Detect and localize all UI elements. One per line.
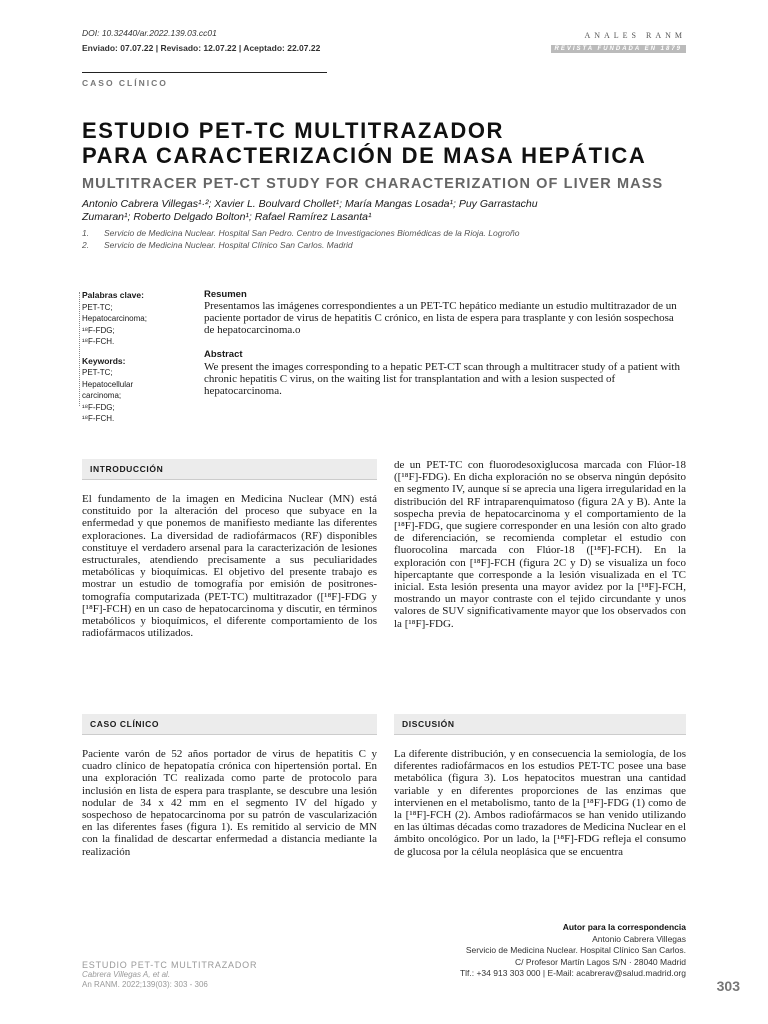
discussion-rule — [394, 734, 686, 735]
author-list — [82, 198, 642, 224]
affiliation-2: 2. Servicio de Medicina Nuclear. Hospital Clínico San Carlos. Madrid — [82, 240, 353, 250]
section-label: CASO CLÍNICO — [82, 78, 168, 88]
footer-title: ESTUDIO PET-TC MULTITRAZADOR — [82, 960, 258, 970]
case-paragraph: Paciente varón de 52 años portador de virus de hepatitis C y cuadro clínico de hepatopatía crónica con hipertensión portal. En una exploración TC realizada como parte de protocolo para inclusión en lista de espera para trasplante, se descubre una lesión nodular de 34 x 42 mm en el segmento IV del hígado y sospechoso de hepatocarcinoma por su patrón de vascularización en las diferentes fases (figura 1). Es remitido al servicio de MN con la finalidad de descartar enfermedad a distancia mediante la realización — [82, 748, 377, 858]
article-title-line1: ESTUDIO PET-TC MULTITRAZADOR — [82, 118, 505, 143]
article-title-line2: PARA CARACTERIZACIÓN DE MASA HEPÁTICA — [82, 143, 647, 168]
article-subtitle: MULTITRACER PET-CT STUDY FOR CHARACTERIZATION OF LIVER MASS — [82, 176, 664, 192]
keyword-item: Hepatocarcinoma; — [82, 314, 147, 323]
keyword-item: PET-TC; — [82, 368, 113, 377]
correspondence-block — [460, 922, 686, 980]
article-title — [82, 118, 646, 168]
discussion-paragraph: La diferente distribución, y en consecuencia la semiología, de los diferentes radiofármacos en los estudios PET-TC posee una base metabólica (figura 3). Los hepatocitos muestran una cantidad variable y en diferentes proporciones de las enzimas que intervienen en el metabolismo, tanto de la [¹⁸F]-FDG (1) como de la [¹⁸F]-FCH (2). Ambos radiofármacos se han venido utilizando en las últimas décadas como trazadores de Medicina Nuclear en el ámbito oncológico. Por un lado, la [¹⁸F]-FDG refleja el consumo de glucosa por la célula neoplásica que se encuentra — [394, 748, 686, 858]
keywords-divider — [79, 292, 80, 406]
keyword-item: ¹⁸F-FDG; — [82, 325, 115, 335]
keyword-item: ¹⁸F-FDG; — [82, 402, 115, 412]
footer-reference: An RANM. 2022;139(03): 303 - 306 — [82, 980, 208, 989]
affiliation-1: 1. Servicio de Medicina Nuclear. Hospital San Pedro. Centro de Investigaciones Biomédicas de la Rioja. Logroño — [82, 228, 520, 238]
journal-founded: REVISTA FUNDADA EN 1879 — [551, 45, 686, 53]
authors-line1: Antonio Cabrera Villegas¹·²; Xavier L. Boulvard Chollet¹; María Mangas Losada¹; Puy Garrastachu — [82, 198, 538, 210]
discussion-heading: DISCUSIÓN — [394, 714, 686, 734]
keyword-item: carcinoma; — [82, 391, 122, 400]
correspondence-address: C/ Profesor Martín Lagos S/N · 28040 Madrid — [514, 956, 686, 967]
footer-authors: Cabrera Villegas A, et al. — [82, 970, 171, 979]
keywords-es-label: Palabras clave: — [82, 290, 144, 300]
submission-dates: Enviado: 07.07.22 | Revisado: 12.07.22 | Aceptado: 22.07.22 — [82, 43, 321, 53]
correspondence-contact[interactable]: Tlf.: +34 913 303 000 | E-Mail: acabrerav@salud.madrid.org — [459, 968, 686, 978]
keywords-panel — [82, 290, 192, 425]
correspondence-heading: Autor para la correspondencia — [562, 922, 686, 932]
affiliations — [82, 227, 682, 251]
correspondence-dept: Servicio de Medicina Nuclear. Hospital Clínico San Carlos. — [465, 945, 686, 955]
abstract-en-heading: Abstract — [204, 349, 243, 360]
keyword-item: PET-TC; — [82, 302, 113, 312]
case-continuation-paragraph: de un PET-TC con fluorodesoxiglucosa marcada con Flúor-18 ([¹⁸F]-FDG). En dicha exploración no se observa ningún depósito en segmento IV, aunque sí se aprecia una ligera irregularidad en la distribución del RF intraparenquimatoso (figura 2A y B). Ante la sospecha previa de hepatocarcinoma y el comportamiento de la [¹⁸F]-FDG, que sugiere corresponder en una lesión con alto grado de diferenciación, se recomienda completar el estudio con fluorocolina marcada con Flúor-18 ([¹⁸F]-FCH). En la exploración con [¹⁸F]-FCH (figura 2C y D) se visualiza un foco hipercaptante que corresponde a la lesión visualizada en el TC inicial. Esta lesión presenta una mayor avidez por la [¹⁸F]-FCH, mostrando un mayor contraste con el tejido circundante y unos valores de SUV significativamente mayor que los observados con la [¹⁸F]-FDG. — [394, 459, 686, 630]
abstract-es-text: Presentamos las imágenes correspondientes a un PET-TC hepático mediante un estudio multitrazador de un paciente portador de virus de hepatitis C crónico, en lista de espera para trasplante y con lesión sospechosa de hepatocarcinoma.o — [204, 300, 677, 336]
page-number: 303 — [716, 978, 740, 994]
abstract-es-heading: Resumen — [204, 289, 247, 300]
correspondence-name: Antonio Cabrera Villegas — [592, 933, 686, 944]
intro-rule — [82, 479, 377, 480]
intro-paragraph: El fundamento de la imagen en Medicina Nuclear (MN) está constituido por la alteración del proceso que subyace en la enfermedad y que ponemos de manifiesto mediante las diferentes exploraciones. La diversidad de radiofármacos (RF) disponibles constituye el verdadero arsenal para la caracterización de lesiones estructurales, atendiendo precisamente a sus peculiaridades metabólicas y bioquímicas. El objetivo del presente trabajo es mostrar un estudio de tomografía por emisión de positrones-tomografía computarizada (PET-TC) multitrazador ([¹⁸F]-FDG y [¹⁸F]-FCH) en un caso de hepatocarcinoma y discutir, en términos metabólicos y bioquímicos, el diferente comportamiento de los radiofármacos utilizados. — [82, 493, 377, 640]
abstract-en-text: We present the images corresponding to a hepatic PET-CT scan through a multitracer study of a patient with chronic hepatitis C virus, on the waiting list for transplantation and with a lesion suspected of hepatocarcinoma. — [204, 361, 680, 397]
keywords-en-label: Keywords: — [82, 355, 126, 366]
authors-line2: Zumaran¹; Roberto Delgado Bolton¹; Rafael Ramírez Lasanta¹ — [82, 211, 372, 223]
footer-citation — [82, 960, 257, 990]
keyword-item: ¹⁸F-FCH. — [82, 414, 115, 423]
intro-heading: INTRODUCCIÓN — [82, 459, 377, 479]
doi: DOI: 10.32440/ar.2022.139.03.cc01 — [82, 28, 217, 38]
keyword-item: Hepatocellular — [82, 379, 134, 389]
journal-name: ANALES RANM — [584, 31, 686, 40]
case-rule — [82, 734, 377, 735]
case-heading: CASO CLÍNICO — [82, 714, 377, 734]
keyword-item: ¹⁸F-FCH. — [82, 337, 115, 346]
header-rule — [82, 72, 327, 73]
